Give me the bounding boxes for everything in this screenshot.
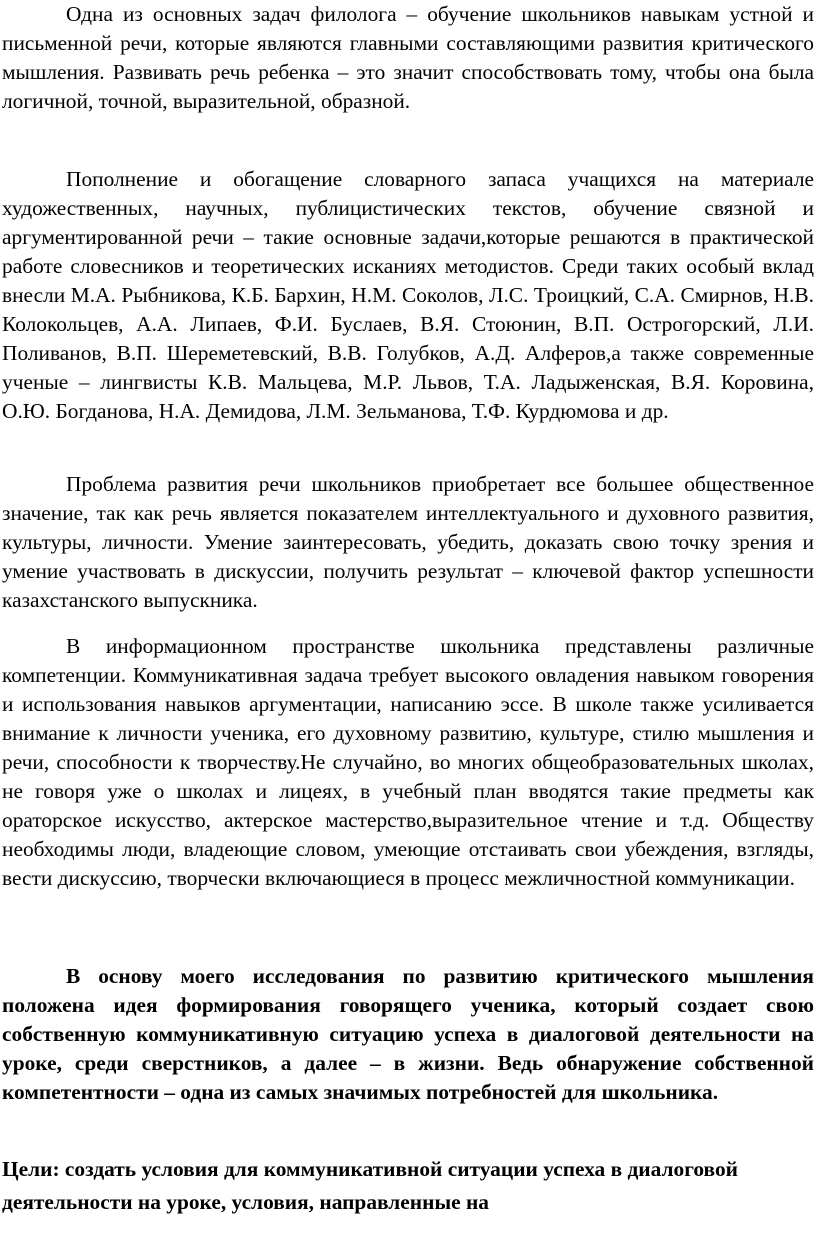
paragraph-research-basis: В основу моего исследования по развитию критического мышления положена идея формирования говорящего ученика, который создает свою собственную коммуникативную ситуацию успеха в диалоговой деятельности на уроке, среди сверстников, а далее – в жизни. Ведь обнаружение собственной компетентности – одна из самых значимых потребностей для школьника. — [2, 964, 814, 1104]
paragraph-goals: Цели: создать условия для коммуникативной ситуации успеха в диалоговой деятельности на уроке, условия, направленные на — [2, 1157, 738, 1214]
paragraph-information-space: В информационном пространстве школьника представлены различные компетенции. Коммуникативная задача требует высокого овладения навыком говорения и использования навыков аргументации, написанию эссе. В школе также усиливается внимание к личности ученика, его духовному развитию, культуре, стилю мышления и речи, способности к творчеству.Не случайно, во многих общеобразовательных школах, не говоря уже о школах и лицеях, в учебный план вводятся такие предметы как ораторское искусство, актерское мастерство,выразительное чтение и т.д. Обществу необходимы люди, владеющие словом, умеющие отстаивать свои убеждения, взгляды, вести дискуссию, творчески включающиеся в процесс межличностной коммуникации. — [2, 634, 814, 890]
paragraph-vocabulary-enrichment: Пополнение и обогащение словарного запаса учащихся на материале художественных, научных, публицистических текстов, обучение связной и аргументированной речи – такие основные задачи,которые решаются в практической работе словесников и теоретических исканиях методистов. Среди таких особый вклад внесли М.А. Рыбникова, К.Б. Бархин, Н.М. Соколов, Л.С. Троицкий, С.А. Смирнов, Н.В. Колокольцев, А.А. Липаев, Ф.И. Буслаев, В.Я. Стоюнин, В.П. Острогорский, Л.И. Поливанов, В.П. Шереметевский, В.В. Голубков, А.Д. Алферов,а также современные ученые – лингвисты К.В. Мальцева, М.Р. Львов, Т.А. Ладыженская, В.Я. Коровина, О.Ю. Богданова, Н.А. Демидова, Л.М. Зельманова, Т.Ф. Курдюмова и др. — [2, 167, 814, 423]
paragraph-philologist-tasks: Одна из основных задач филолога – обучение школьников навыкам устной и письменной речи, которые являются главными составляющими развития критического мышления. Развивать речь ребенка – это значит способствовать тому, чтобы она была логичной, точной, выразительной, образной. — [2, 2, 814, 113]
paragraph-speech-development-problem: Проблема развития речи школьников приобретает все большее общественное значение, так как речь является показателем интеллектуального и духовного развития, культуры, личности. Умение заинтересовать, убедить, доказать свою точку зрения и умение участвовать в дискуссии, получить результат – ключевой фактор успешности казахстанского выпускника. — [2, 472, 814, 612]
